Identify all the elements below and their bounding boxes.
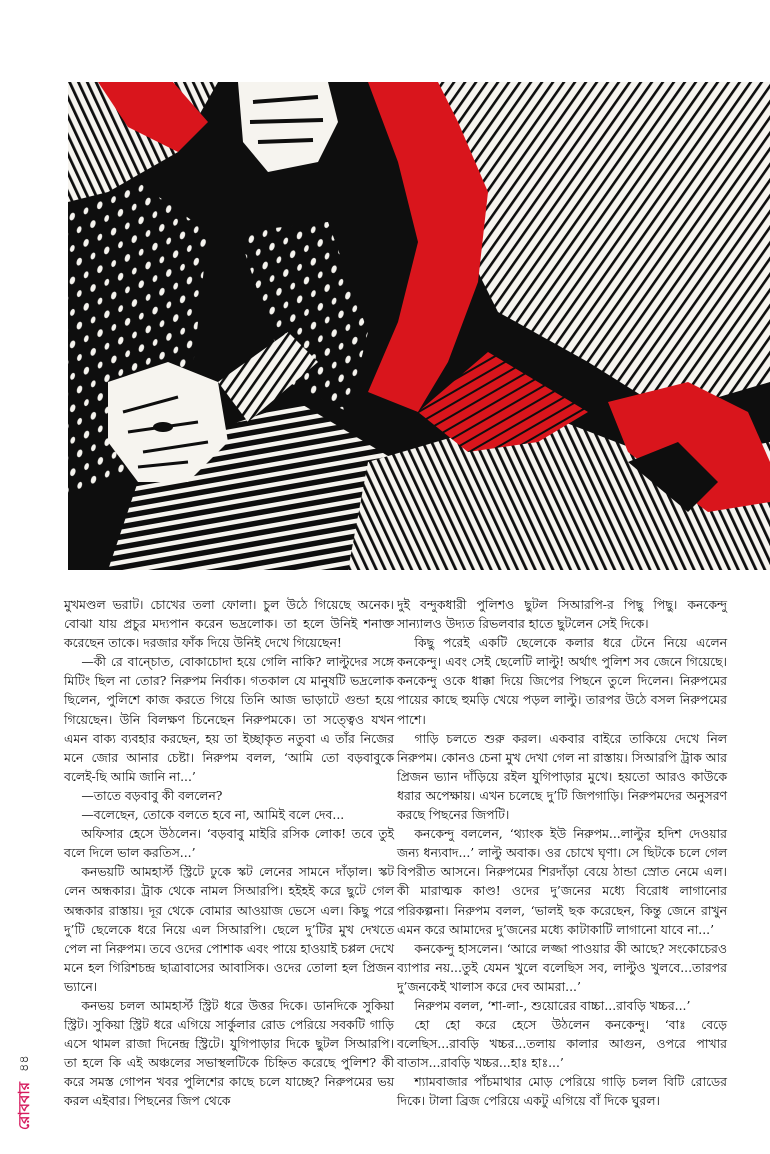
paragraph: —বলেছেন, তোকে বলতে হবে না, আমিই বলে দেব...	[81, 807, 345, 823]
paragraph: গাড়ি চলতে শুরু করল। একবার বাইরে তাকিয়ে দেখে নিল নিরুপম। কোনও চেনা মুখ দেখা গেল না রাস্তায়। সিআরপি ট্রাক আর প্রিজন ভ্যান দাঁড়িয়ে রইল যুগিপাড়ার মুখে। হয়তো আরও কাউকে ধরার অপেক্ষায়। এখন চলেছে দু’টি জিপগাড়ি। নিরুপমদের অনুসরণ করছে পিছনের জিপটি।	[397, 730, 727, 823]
paragraph: —তাতে বড়বাবু কী বললেন?	[81, 787, 223, 803]
paragraph: নিরুপম বলল, ‘শা-লা-, শুয়োরের বাচ্চা...রাবড়ি খচ্চর...’	[414, 997, 691, 1013]
paragraph: অফিসার হেসে উঠলেন। ‘বড়বাবু মাইরি রসিক লোক! তবে তুই বলে দিলে ভাল করতিস...’	[64, 826, 394, 861]
paragraph: হো হো করে হেসে উঠলেন কনকেন্দু। ‘বাঃ বেড়ে বলেছিস...রাবড়ি খচ্চর...তলায় কালার আগুন, ওপরে পাখার বাতাস...রাবড়ি খচ্চর...হাঃ হাঃ...’	[397, 1017, 727, 1071]
paragraph: কনকেন্দু বললেন, ‘থ্যাংক ইউ নিরুপম...লাল্টুর হদিশ দেওয়ার জন্য ধন্যবাদ...’ লাল্টু অবাক। ওর চোখে ঘৃণা। সে ছিটকে চলে গেল বিপরীত আসনে। নিরুপমের শিরদাঁড়া বেয়ে ঠান্ডা স্রোত নেমে এল। কী মারাত্মক কাণ্ড! ওদের দু’জনের মধ্যে বিরোধ লাগানোর পরিকল্পনা। নিরুপম বলল, ‘ভালই ছক করেছেন, কিন্তু জেনে রাখুন এমন করে আমাদের দু’জনের মধ্যে কাটাকাটি লাগানো যাবে না...’	[397, 826, 727, 937]
paragraph: কিছু পরেই একটি ছেলেকে কলার ধরে টেনে নিয়ে এলেন কনকেন্দু। এবং সেই ছেলেটি লাল্টু! অর্থাৎ পুলিশ সব জেনে গিয়েছে। কনকেন্দু ওকে ধাক্কা দিয়ে জিপের পিছনে তুলে দিলেন। নিরুপমের পায়ের কাছে হুমড়ি খেয়ে পড়ল লাল্টু। তারপর উঠে বসল নিরুপমের পাশে।	[397, 635, 727, 727]
text-column-right	[397, 595, 727, 1111]
paragraph: —কী রে বান্চোত, বোকাচোদা হয়ে গেলি নাকি? লাল্টুদের সঙ্গে মিটিং ছিল না তোর? নিরুপম নির্বাক। গতকাল যে মানুষটি ভদ্রলোক ছিলেন, পুলিশে কাজ করতে গিয়ে তিনি আজ ভাড়াটে গুন্ডা হয়ে গিয়েছেন। উনি বিলক্ষণ চিনেছেন নিরুপমকে। তা সত্ত্বেও যখন এমন বাক্য ব্যবহার করছেন, হয় তা ইচ্ছাকৃত নতুবা এ তাঁর নিজের মনে জোর আনার চেষ্টা। নিরুপম বলল, ‘আমি তো বড়বাবুকে বলেই-ছি আমি জানি না...’	[64, 654, 394, 784]
paragraph: কনভয়টি আমহার্স্ট স্ট্রিটে ঢুকে স্কট লেনের সামনে দাঁড়াল। স্কট লেন অন্ধকার। ট্রাক থেকে নামল সিআরপি। হইহই করে ছুটে গেল অন্ধকার রাস্তায়। দূর থেকে বোমার আওয়াজ ভেসে এল। কিছু পরে দু’টি ছেলেকে ধরে নিয়ে এল সিআরপি। ছেলে দু’টির মুখ দেখতে পেল না নিরুপম। তবে ওদের পোশাক এবং পায়ে হাওয়াই চপ্পল দেখে মনে হল গিরিশচন্দ্র ছাত্রাবাসের আবাসিক। ওদের তোলা হল প্রিজন ভ্যানে।	[64, 864, 394, 994]
paragraph: কনভয় চলল আমহার্স্ট স্ট্রিট ধরে উত্তর দিকে। ডানদিকে সুকিয়া স্ট্রিট। সুকিয়া স্ট্রিট ধরে এগিয়ে সার্কুলার রোড পেরিয়ে সবকটি গাড়ি এসে থামল রাজা দিনেন্দ্র স্ট্রিটে। যুগিপাড়ার দিকে ছুটল সিআরপি। তা হলে কি এই অঞ্চলের সভাস্থলটিকে চিহ্নিত করেছে পুলিশ? কী করে সমস্ত গোপন খবর পুলিশের কাছে চলে যাচ্ছে? নিরুপমের ভয় করল এইবার। পিছনের জিপ থেকে	[64, 997, 394, 1109]
paragraph: মুখমণ্ডল ভরাট। চোখের তলা ফোলা। চুল উঠে গিয়েছে অনেক। বোঝা যায় প্রচুর মদ্যপান করেন ভদ্রলোক। তা হলে উনিই শনাক্ত করেছেন তাকে। দরজার ফাঁক দিয়ে উনিই দেখে গিয়েছেন!	[64, 597, 394, 651]
woodcut-artwork	[68, 82, 770, 570]
paragraph: কনকেন্দু হাসলেন। ‘আরে লজ্জা পাওয়ার কী আছে? সংকোচেরও ব্যাপার নয়...তুই যেমন খুলে বলেছিস সব, লাল্টুও খুলবে...তারপর দু’জনকেই খালাস করে দেব আমরা...’	[397, 940, 727, 994]
magazine-brand: রোববার	[14, 1082, 33, 1130]
page-number: ৪৪	[16, 1055, 32, 1073]
page-margin	[14, 980, 36, 1130]
text-column-left	[64, 595, 394, 1111]
paragraph: শ্যামবাজার পাঁচমাথার মোড় পেরিয়ে গাড়ি চলল বিটি রোডের দিকে। টালা ব্রিজ পেরিয়ে একটু এগিয়ে বাঁ দিকে ঘুরল।	[397, 1074, 727, 1109]
woodcut-illustration	[68, 82, 770, 570]
paragraph: দুই বন্দুকধারী পুলিশও ছুটল সিআরপি-র পিছু পিছু। কনকেন্দু সান্যালও উদ্যত রিভলবার হাতে ছুটলেন সেই দিকে।	[397, 597, 727, 632]
